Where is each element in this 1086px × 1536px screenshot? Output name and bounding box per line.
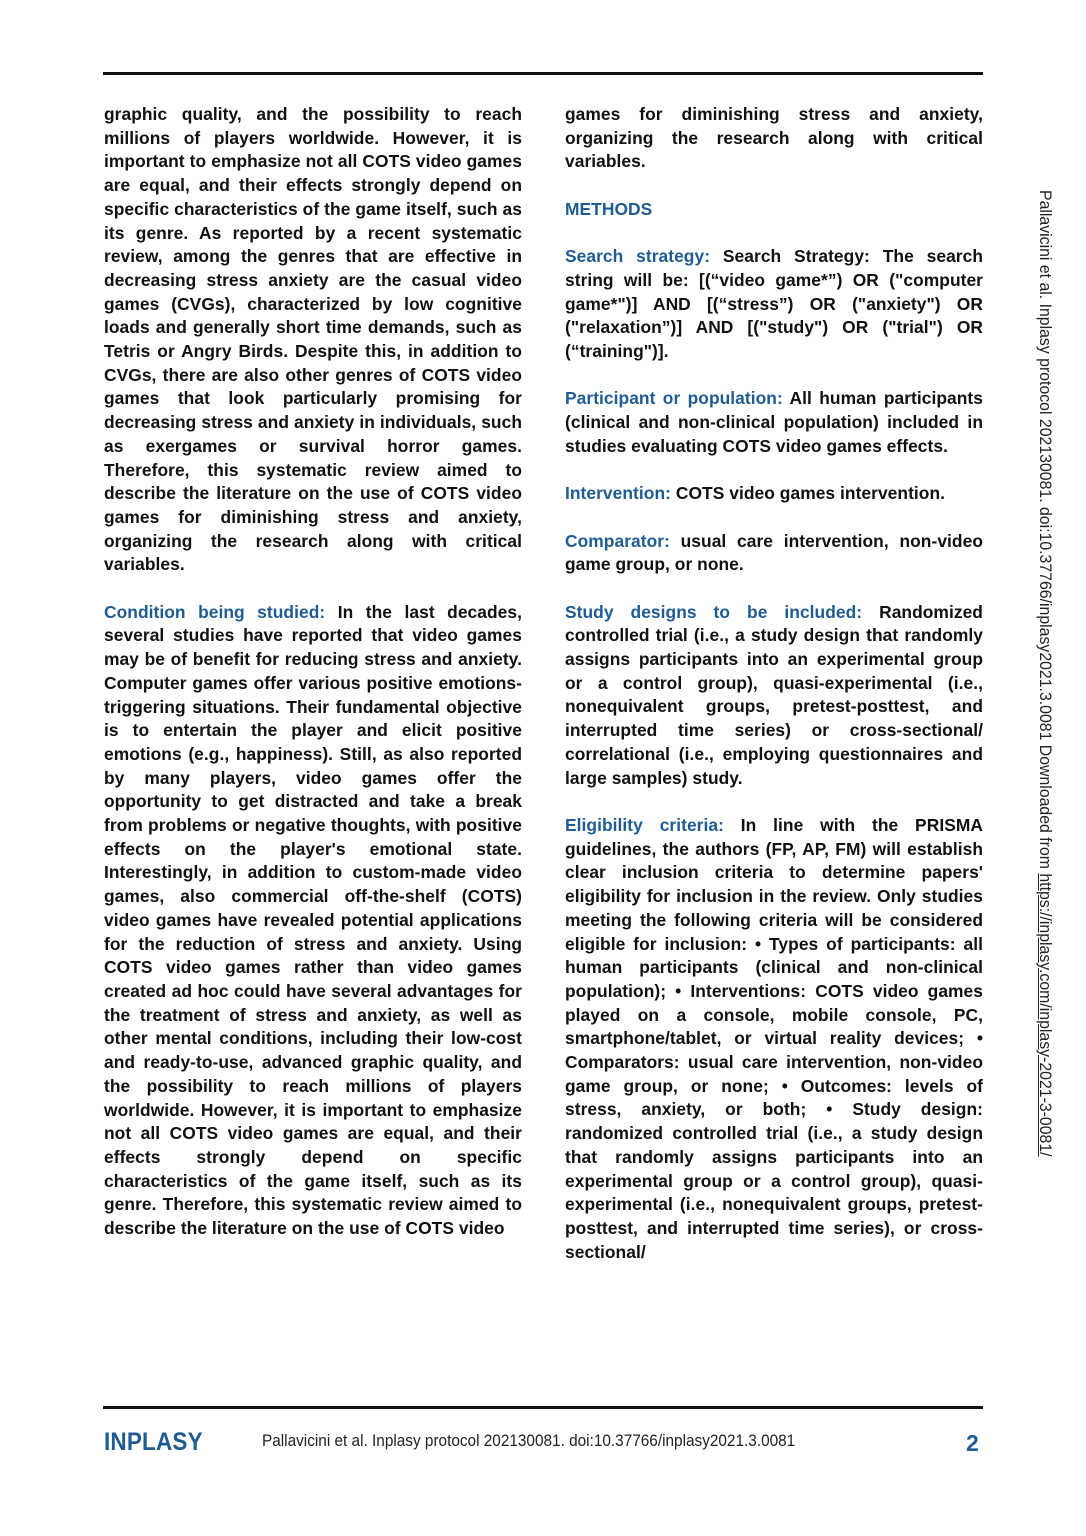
page-number: 2 [966,1430,979,1456]
participant-section [565,387,983,458]
study-designs-label: Study designs to be included: [565,601,863,622]
search-strategy-section [565,245,983,364]
sidebar-citation-text: Pallavicini et al. Inplasy protocol 202130081. doi:10.37766/inplasy2021.3.0081 Downloaded from [1036,190,1054,874]
participant-label: Participant or population: [565,388,783,409]
header-rule [103,72,983,75]
participant-text: All human participants (clinical and non-clinical population) included in studies evaluating COTS video games effects. [565,388,983,456]
source-link[interactable]: https://inplasy.com/inplasy-2021-3-0081/ [1036,873,1054,1157]
search-strategy-text: Search Strategy: The search string will be: [(“video game*”) OR ("computer game*")] AND [(“stress”) OR ("anxiety") OR ("relaxation”)] AND [("study") OR ("trial") OR (“training")]. [565,246,984,361]
intervention-text: COTS video games intervention. [670,483,946,504]
left-column [104,103,522,1264]
methods-heading: METHODS [565,198,653,219]
search-strategy-label: Search strategy: [565,246,711,267]
footer-citation: Pallavicini et al. Inplasy protocol 202130081. doi:10.37766/inplasy2021.3.0081 [262,1432,796,1450]
eligibility-criteria-section [565,814,983,1264]
study-designs-section [565,601,983,791]
condition-being-studied-text: In the last decades, several studies have reported that video games may be of benefit for reducing stress and anxiety. Computer games offer various positive emotions-triggering situations. Their fundamental objective is to entertain the player and elicit positive emotions (e.g., happiness). Still, as also reported by many players, video games offer the opportunity to get distracted and take a break from problems or negative thoughts, with positive effects on the player's emotional state. Interestingly, in addition to custom-made video games, also commercial off-the-shelf (COTS) video games have revealed potential applications for the reduction of stress and anxiety. Using COTS video games rather than video games created ad hoc could have several advantages for the treatment of stress and anxiety, as well as other mental conditions, including their low-cost and ready-to-use, advanced graphic quality, and the possibility to reach millions of players worldwide. However, it is important to emphasize not all COTS video games are equal, and their effects strongly depend on specific characteristics of the game itself, such as its genre. Therefore, this systematic review aimed to describe the literature on the use of COTS video [104,601,522,1239]
comparator-label: Comparator: [565,530,670,551]
intervention-section [565,482,983,506]
study-designs-text: Randomized controlled trial (i.e., a study design that randomly assigns participants into an experimental group or a control group), quasi-experimental (i.e., nonequivalent groups, pretest-posttest, and interrupted time series) or cross-sectional/ correlational (i.e., employing questionnaires and large samples) study. [565,601,983,788]
download-sidebar-content [1035,190,1054,1157]
intro-end-paragraph: games for diminishing stress and anxiety, organizing the research along with critical variables. [565,104,983,172]
download-sidebar [1035,190,1054,1197]
eligibility-criteria-text: In line with the PRISMA guidelines, the authors (FP, AP, FM) will establish clear inclusion criteria to determine papers' eligibility for inclusion in the review. Only studies meeting the following criteria will be considered eligible for inclusion: • Types of participants: all human participants (clinical and non-clinical population); • Interventions: COTS video games played on a console, mobile console, PC, smartphone/tablet, or virtual reality devices; • Comparators: usual care intervention, non-video game group, or none; • Outcomes: levels of stress, anxiety, or both; • Study design: randomized controlled trial (i.e., a study design that randomly assigns participants into an experimental group or a control group), quasi-experimental (i.e., nonequivalent groups, pretest-posttest, and interrupted time series), or cross-sectional/ [565,814,983,1262]
eligibility-criteria-label: Eligibility criteria: [565,814,724,835]
footer-brand-logo: INPLASY [104,1428,203,1456]
condition-being-studied-label: Condition being studied: [104,601,326,622]
intro-continued-paragraph: graphic quality, and the possibility to reach millions of players worldwide. However, it is important to emphasize not all COTS video games are equal, and their effects strongly depend on specific characteristics of the game itself, such as its genre. As reported by a recent systematic review, among the genres that are effective in decreasing stress anxiety are the casual video games (CVGs), characterized by low cognitive loads and generally short time demands, such as Tetris or Angry Birds. Despite this, in addition to CVGs, there are also other genres of COTS video games that look particularly promising for decreasing stress and anxiety in individuals, such as exergames or survival horror games. Therefore, this systematic review aimed to describe the literature on the use of COTS video games for diminishing stress and anxiety, organizing the research along with critical variables. [104,104,522,575]
right-column [565,103,983,1288]
intervention-label: Intervention: [565,483,671,504]
comparator-text: usual care intervention, non-video game group, or none. [565,530,983,575]
condition-being-studied-section [104,601,522,1241]
comparator-section [565,530,983,577]
footer-rule [103,1406,983,1409]
